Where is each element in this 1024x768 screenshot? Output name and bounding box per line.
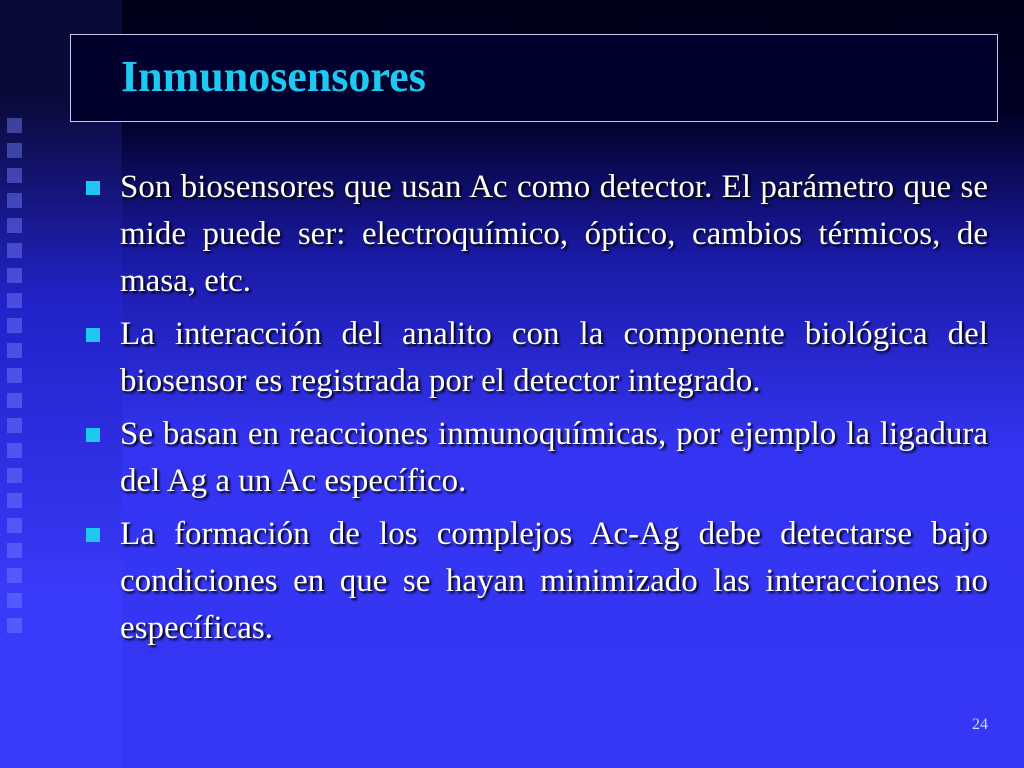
decorative-square	[7, 118, 22, 133]
decorative-square	[7, 318, 22, 333]
decorative-square	[7, 618, 22, 633]
bullet-item	[82, 164, 988, 305]
title-frame	[70, 34, 998, 122]
decorative-square	[7, 243, 22, 258]
bullet-list	[82, 164, 988, 658]
bullet-text: Se basan en reacciones inmunoquímicas, por ejemplo la ligadura del Ag a un Ac específico.	[120, 416, 988, 499]
decorative-square	[7, 393, 22, 408]
decorative-square	[7, 418, 22, 433]
decorative-square	[7, 493, 22, 508]
decorative-square	[7, 143, 22, 158]
decorative-square	[7, 168, 22, 183]
bullet-item	[82, 411, 988, 505]
decorative-square	[7, 443, 22, 458]
decorative-square	[7, 193, 22, 208]
decorative-squares	[7, 118, 27, 643]
bullet-item	[82, 511, 988, 652]
page-number: 24	[972, 716, 988, 733]
decorative-square	[7, 293, 22, 308]
slide-title: Inmunosensores	[121, 52, 426, 101]
square-bullet-icon	[86, 428, 100, 442]
decorative-square	[7, 518, 22, 533]
bullet-text: Son biosensores que usan Ac como detector. El parámetro que se mide puede ser: electroquímico, óptico, cambios térmicos, de masa, etc.	[120, 169, 988, 299]
square-bullet-icon	[86, 528, 100, 542]
decorative-square	[7, 468, 22, 483]
decorative-square	[7, 368, 22, 383]
decorative-square	[7, 343, 22, 358]
bullet-text: La interacción del analito con la componente biológica del biosensor es registrada por el detector integrado.	[120, 316, 988, 399]
decorative-square	[7, 543, 22, 558]
square-bullet-icon	[86, 328, 100, 342]
decorative-square	[7, 593, 22, 608]
decorative-square	[7, 268, 22, 283]
decorative-square	[7, 218, 22, 233]
decorative-square	[7, 568, 22, 583]
square-bullet-icon	[86, 181, 100, 195]
bullet-item	[82, 311, 988, 405]
bullet-text: La formación de los complejos Ac-Ag debe detectarse bajo condiciones en que se hayan minimizado las interacciones no específicas.	[120, 516, 988, 646]
